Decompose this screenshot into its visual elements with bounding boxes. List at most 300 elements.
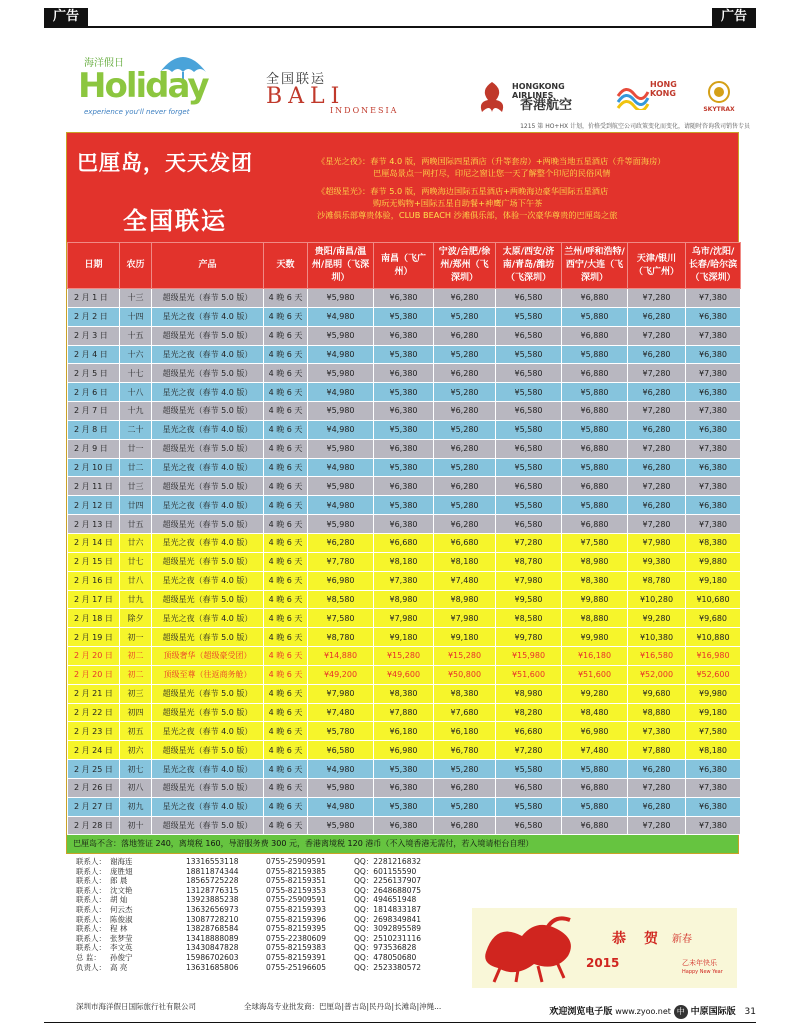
table-cell: ¥4,980 [308,496,374,515]
contact-list [76,857,422,972]
table-cell: 超级星光（春节 5.0 版） [152,402,264,421]
table-cell: 2 月 14 日 [68,533,120,552]
table-cell: ¥15,980 [496,647,562,666]
table-cell: 2 月 27 日 [68,797,120,816]
table-cell: ¥6,680 [496,722,562,741]
table-row [68,289,741,308]
table-cell: 十六 [120,345,152,364]
table-cell: 超级星光（春节 5.0 版） [152,552,264,571]
table-row [68,797,741,816]
table-cell: ¥7,980 [628,533,686,552]
table-cell: ¥7,980 [308,684,374,703]
table-row [68,741,741,760]
contact-label: 联系人： [76,866,106,876]
table-cell: ¥6,280 [434,326,496,345]
table-cell: ¥10,380 [628,628,686,647]
table-cell: ¥9,680 [628,684,686,703]
table-cell: ¥9,580 [496,590,562,609]
price-table [67,242,741,835]
table-cell: ¥5,580 [496,496,562,515]
table-row [68,345,741,364]
table-cell: ¥6,680 [374,533,434,552]
table-cell: 初二 [120,665,152,684]
table-cell: 2 月 15 日 [68,552,120,571]
table-cell: 2 月 12 日 [68,496,120,515]
contact-qq: QQ：478050680 [354,952,417,962]
table-cell: 星光之夜（春节 4.0 版） [152,345,264,364]
col-city-2: 南昌（飞广州） [374,243,434,289]
table-cell: ¥6,380 [686,345,741,364]
contact-qq: QQ：2256137907 [354,876,422,886]
greeting-char-2: 贺 [644,931,658,947]
table-cell: ¥6,380 [686,458,741,477]
table-cell: 星光之夜（春节 4.0 版） [152,760,264,779]
table-cell: ¥6,380 [374,477,434,496]
table-cell: 4 晚 6 天 [264,628,308,647]
contact-label: 联系人： [76,857,106,866]
table-cell: 十五 [120,326,152,345]
table-cell: 星光之夜（春节 4.0 版） [152,533,264,552]
promo-title: 巴厘岛，天天发团 [77,151,253,175]
contact-tel: 0755-82159396 [266,914,326,924]
table-cell: ¥7,580 [562,533,628,552]
table-cell: ¥7,280 [628,477,686,496]
table-cell: ¥7,380 [686,364,741,383]
table-row [68,571,741,590]
table-cell: 4 晚 6 天 [264,703,308,722]
table-cell: ¥6,280 [628,760,686,779]
table-cell: 4 晚 6 天 [264,345,308,364]
contact-tel: 0755-25909591 [266,857,326,866]
table-row [68,647,741,666]
promo-desc-2: 巴厘岛景点一网打尽，印尼之窗让您一天了解整个印尼的民俗风情 [373,168,611,178]
table-cell: 4 晚 6 天 [264,741,308,760]
table-cell: ¥6,180 [374,722,434,741]
table-cell: ¥7,380 [686,515,741,534]
contact-label: 联系人： [76,904,106,914]
table-cell: ¥16,580 [628,647,686,666]
table-cell: 4 晚 6 天 [264,760,308,779]
table-cell: 超级星光（春节 5.0 版） [152,289,264,308]
contact-mobile: 13632656973 [186,904,239,914]
table-cell: 2 月 9 日 [68,439,120,458]
table-cell: 4 晚 6 天 [264,533,308,552]
contact-name: 谢海连 [110,857,133,866]
table-cell: ¥7,780 [308,552,374,571]
table-cell: ¥6,380 [374,364,434,383]
contact-row [76,952,417,963]
table-cell: ¥6,580 [496,326,562,345]
table-cell: 星光之夜（春节 4.0 版） [152,571,264,590]
table-cell: ¥8,380 [562,571,628,590]
hk-airlines-logo [476,80,606,116]
contact-qq: QQ：494651948 [354,895,417,905]
table-cell: ¥6,380 [686,760,741,779]
contact-name: 李文英 [110,943,133,953]
table-cell: ¥7,580 [308,609,374,628]
contact-name: 程 林 [110,924,128,934]
table-cell: ¥8,180 [374,552,434,571]
table-cell: 4 晚 6 天 [264,797,308,816]
table-cell: ¥10,680 [686,590,741,609]
table-cell: ¥6,280 [628,383,686,402]
promo-desc-4: 购玩无购物+国际五星自助餐+神鹰广场下午茶 [373,198,543,208]
table-cell: 初七 [120,760,152,779]
table-cell: ¥8,980 [562,552,628,571]
table-cell: 2 月 20 日 [68,665,120,684]
table-cell: 4 晚 6 天 [264,552,308,571]
table-cell: ¥6,380 [686,383,741,402]
table-cell: 2 月 22 日 [68,703,120,722]
table-cell: ¥7,280 [628,402,686,421]
table-cell: 廿二 [120,458,152,477]
table-cell: 2 月 5 日 [68,364,120,383]
table-cell: 2 月 19 日 [68,628,120,647]
table-cell: ¥4,980 [308,760,374,779]
table-cell: ¥4,980 [308,797,374,816]
table-cell: ¥6,280 [434,289,496,308]
contact-row [76,895,417,905]
contact-tel: 0755-82159351 [266,876,326,886]
fee-note: 巴厘岛不含：落地签证 240，离境税 160，导游服务费 300 元，香港离境税 120 港币（不入境香港无需付，若入境请柜台自理） [67,835,738,853]
contact-name: 高 亮 [110,962,128,972]
table-cell: 2 月 21 日 [68,684,120,703]
table-cell: ¥6,280 [628,307,686,326]
table-cell: ¥5,980 [308,778,374,797]
contact-mobile: 13087728210 [186,914,239,924]
table-cell: ¥6,880 [562,402,628,421]
table-cell: ¥50,800 [434,665,496,684]
agency-line: 全球海岛专业批发商：巴厘岛|普吉岛|民丹岛|长滩岛|沖绳... [244,1002,442,1011]
table-cell: 4 晚 6 天 [264,722,308,741]
contact-row [76,904,422,915]
table-cell: ¥8,180 [434,552,496,571]
ad-tag-right: 广告 [712,8,756,26]
table-cell: ¥5,980 [308,402,374,421]
top-rule [44,26,756,28]
table-cell: ¥8,380 [434,684,496,703]
table-cell: ¥6,380 [374,402,434,421]
table-cell: ¥16,980 [686,647,741,666]
table-cell: 2 月 3 日 [68,326,120,345]
table-cell: 星光之夜（春节 4.0 版） [152,383,264,402]
table-cell: ¥5,580 [496,420,562,439]
table-cell: ¥7,380 [374,571,434,590]
table-cell: ¥5,580 [496,797,562,816]
greeting-year: 2015 [586,956,620,970]
table-cell: 初九 [120,797,152,816]
table-cell: ¥7,480 [562,741,628,760]
bali-logo-sub: INDONESIA [330,106,399,115]
table-cell: ¥7,380 [686,402,741,421]
table-cell: ¥6,880 [562,289,628,308]
table-cell: 2 月 25 日 [68,760,120,779]
table-row [68,515,741,534]
promo-desc-5: 沙滩俱乐部尊贵体验，CLUB BEACH 沙滩俱乐部，体验一次豪华尊贵的巴厘岛之旅 [317,210,618,220]
table-cell: ¥6,580 [496,439,562,458]
table-cell: 星光之夜（春节 4.0 版） [152,609,264,628]
table-cell: ¥6,580 [496,289,562,308]
table-cell: ¥8,380 [686,533,741,552]
table-cell: 初三 [120,684,152,703]
table-cell: ¥5,580 [496,307,562,326]
col-city-4: 太原/西安/济南/青岛/潍坊（飞深圳） [496,243,562,289]
table-cell: 初十 [120,816,152,835]
table-cell: ¥7,280 [628,289,686,308]
table-cell: ¥7,680 [434,703,496,722]
promo-header [67,133,738,242]
table-cell: ¥5,980 [308,816,374,835]
table-cell: ¥52,600 [686,665,741,684]
table-cell: ¥6,280 [434,778,496,797]
table-cell: ¥5,280 [434,420,496,439]
table-cell: 超级星光（春节 5.0 版） [152,741,264,760]
table-cell: ¥5,980 [308,326,374,345]
table-cell: ¥6,880 [562,477,628,496]
skytrax-icon [707,80,731,104]
table-cell: 4 晚 6 天 [264,496,308,515]
contact-mobile: 13923885238 [186,895,239,905]
table-cell: 2 月 6 日 [68,383,120,402]
table-cell: 4 晚 6 天 [264,647,308,666]
table-cell: ¥5,380 [374,345,434,364]
table-cell: 2 月 11 日 [68,477,120,496]
contact-tel: 0755-82159393 [266,904,326,914]
table-cell: 4 晚 6 天 [264,665,308,684]
contact-mobile: 18565725228 [186,876,239,886]
table-cell: 超级星光（春节 5.0 版） [152,816,264,835]
hk-tourism-word: HONG KONG [650,80,677,98]
table-cell: ¥15,280 [374,647,434,666]
contact-mobile: 15986702603 [186,952,239,962]
table-cell: 除夕 [120,609,152,628]
table-cell: ¥6,980 [308,571,374,590]
table-cell: ¥5,980 [308,477,374,496]
table-cell: 廿五 [120,515,152,534]
table-cell: 4 晚 6 天 [264,477,308,496]
table-cell: ¥6,880 [562,364,628,383]
table-cell: ¥16,180 [562,647,628,666]
table-cell: ¥6,880 [562,816,628,835]
table-cell: ¥8,880 [562,609,628,628]
table-cell: ¥15,280 [434,647,496,666]
table-row [68,816,741,835]
table-cell: 4 晚 6 天 [264,458,308,477]
table-cell: ¥9,880 [686,552,741,571]
table-cell: 2 月 4 日 [68,345,120,364]
contact-label: 联系人： [76,895,106,905]
table-cell: ¥6,280 [434,364,496,383]
contact-tel: 0755-25909591 [266,895,326,905]
table-header-row [68,243,741,289]
contact-row [76,857,422,867]
table-row [68,609,741,628]
table-cell: ¥6,880 [562,778,628,797]
contact-row [76,943,417,953]
table-cell: 超级星光（春节 5.0 版） [152,364,264,383]
table-cell: ¥9,180 [686,571,741,590]
col-city-1: 贵阳/南昌/温州/昆明（飞深圳） [308,243,374,289]
price-table-body [68,289,741,835]
table-cell: 超级星光（春节 5.0 版） [152,684,264,703]
table-cell: ¥6,280 [434,515,496,534]
table-cell: ¥4,980 [308,458,374,477]
table-cell: ¥5,880 [562,797,628,816]
table-cell: ¥9,180 [374,628,434,647]
contact-label: 联系人： [76,943,106,953]
table-cell: ¥5,780 [308,722,374,741]
table-cell: ¥4,980 [308,383,374,402]
table-cell: ¥5,380 [374,760,434,779]
contact-row [76,933,422,944]
table-cell: ¥6,980 [374,741,434,760]
table-cell: ¥7,880 [374,703,434,722]
contact-mobile: 13828768584 [186,924,239,934]
contact-label: 联系人： [76,885,106,895]
table-cell: ¥6,380 [686,496,741,515]
table-cell: ¥9,180 [434,628,496,647]
company-name: 深圳市海洋假日国际旅行社有限公司 [76,1002,196,1011]
table-cell: ¥7,380 [686,477,741,496]
table-cell: ¥6,280 [628,797,686,816]
table-cell: 2 月 2 日 [68,307,120,326]
footer-url[interactable]: www.zyoo.net [615,1007,671,1016]
contact-name: 陈俊淑 [110,914,133,924]
greeting-wish: 乙未年快乐 [682,959,717,967]
table-cell: 超级星光（春节 5.0 版） [152,703,264,722]
table-cell: ¥4,980 [308,307,374,326]
table-cell: ¥8,780 [496,552,562,571]
contact-tel: 0755-82159395 [266,924,326,934]
table-cell: ¥6,280 [434,816,496,835]
table-cell: 初二 [120,647,152,666]
contact-label: 联系人： [76,914,106,924]
table-cell: ¥7,380 [628,722,686,741]
table-cell: 星光之夜（春节 4.0 版） [152,496,264,515]
table-cell: ¥6,380 [374,439,434,458]
table-row [68,477,741,496]
table-cell: ¥6,880 [562,439,628,458]
contact-qq: QQ：601155590 [354,866,417,876]
table-cell: ¥7,380 [686,326,741,345]
contact-mobile: 18811874344 [186,866,239,876]
table-row [68,552,741,571]
table-cell: ¥5,280 [434,496,496,515]
newspaper-logo-icon: 中 [674,1005,688,1019]
bali-logo-cn: 全国联运 [266,72,327,87]
contact-name: 庞胜翅 [110,866,133,876]
table-cell: ¥9,680 [686,609,741,628]
price-notice: 1215 第 HO+HX 计划，价格受到航空公司政策变化而变化，请随时咨询我司销售专员 [520,123,750,130]
contact-name: 胡 灿 [110,895,128,905]
table-row [68,326,741,345]
table-cell: 十八 [120,383,152,402]
table-cell: ¥6,580 [496,402,562,421]
contact-qq: QQ：2281216832 [354,857,422,866]
contact-label: 负责人： [76,962,106,972]
table-cell: ¥5,580 [496,760,562,779]
table-cell: ¥6,980 [562,722,628,741]
table-cell: 星光之夜（春节 4.0 版） [152,420,264,439]
contact-name: 郎 晨 [110,876,128,886]
table-cell: ¥7,980 [434,609,496,628]
table-cell: 2 月 26 日 [68,778,120,797]
table-cell: ¥5,280 [434,345,496,364]
table-cell: ¥4,980 [308,420,374,439]
table-cell: ¥8,780 [628,571,686,590]
table-cell: 超级星光（春节 5.0 版） [152,628,264,647]
table-row [68,420,741,439]
table-cell: 2 月 17 日 [68,590,120,609]
table-cell: ¥9,980 [686,684,741,703]
table-cell: 顶级至尊（往返商务舱） [152,665,264,684]
table-cell: 顶级奢华（超级豪受团） [152,647,264,666]
table-cell: ¥5,380 [374,420,434,439]
promo-desc-1: 《星光之夜》：春节 4.0 版，两晚国际四星酒店（升等套房）+两晚当地五星酒店（升等面海房） [317,156,666,166]
new-year-greeting [472,908,737,988]
table-cell: ¥5,280 [434,797,496,816]
table-cell: ¥7,480 [308,703,374,722]
table-cell: 十七 [120,364,152,383]
table-cell: ¥7,280 [628,326,686,345]
table-cell: ¥6,580 [496,364,562,383]
contact-name: 孙俊宁 [110,952,133,962]
table-cell: 超级星光（春节 5.0 版） [152,439,264,458]
table-cell: ¥14,880 [308,647,374,666]
table-cell: 超级星光（春节 5.0 版） [152,477,264,496]
table-cell: ¥4,980 [308,345,374,364]
contact-row [76,876,422,886]
table-cell: 2 月 1 日 [68,289,120,308]
table-cell: ¥7,380 [686,289,741,308]
contact-tel: 0755-82159391 [266,952,326,962]
table-row [68,722,741,741]
table-cell: ¥51,600 [562,665,628,684]
table-cell: ¥5,980 [308,439,374,458]
col-product: 产品 [152,243,264,289]
table-cell: 星光之夜（春节 4.0 版） [152,458,264,477]
contact-label: 联系人： [76,876,106,886]
table-cell: 廿三 [120,477,152,496]
table-cell: 初五 [120,722,152,741]
table-cell: ¥6,380 [374,778,434,797]
contact-name: 何云杰 [110,904,133,914]
table-cell: 4 晚 6 天 [264,571,308,590]
table-cell: 超级星光（春节 5.0 版） [152,778,264,797]
table-cell: ¥6,580 [496,515,562,534]
table-row [68,590,741,609]
table-row [68,496,741,515]
price-table-panel [66,132,739,854]
table-cell: ¥7,280 [628,364,686,383]
table-cell: 4 晚 6 天 [264,420,308,439]
table-cell: 4 晚 6 天 [264,326,308,345]
hk-airlines-cn: 香港航空 [520,98,573,113]
table-cell: ¥8,880 [628,703,686,722]
table-row [68,439,741,458]
greeting-char-1: 恭 [612,931,626,947]
col-city-3: 宁波/合肥/徐州/郑州（飞深圳） [434,243,496,289]
table-cell: 4 晚 6 天 [264,364,308,383]
table-cell: ¥8,580 [308,590,374,609]
table-cell: ¥8,780 [308,628,374,647]
table-cell: 4 晚 6 天 [264,778,308,797]
table-cell: ¥8,980 [374,590,434,609]
table-cell: ¥7,380 [686,778,741,797]
table-cell: ¥7,480 [434,571,496,590]
table-cell: ¥5,380 [374,496,434,515]
table-cell: ¥6,280 [628,458,686,477]
